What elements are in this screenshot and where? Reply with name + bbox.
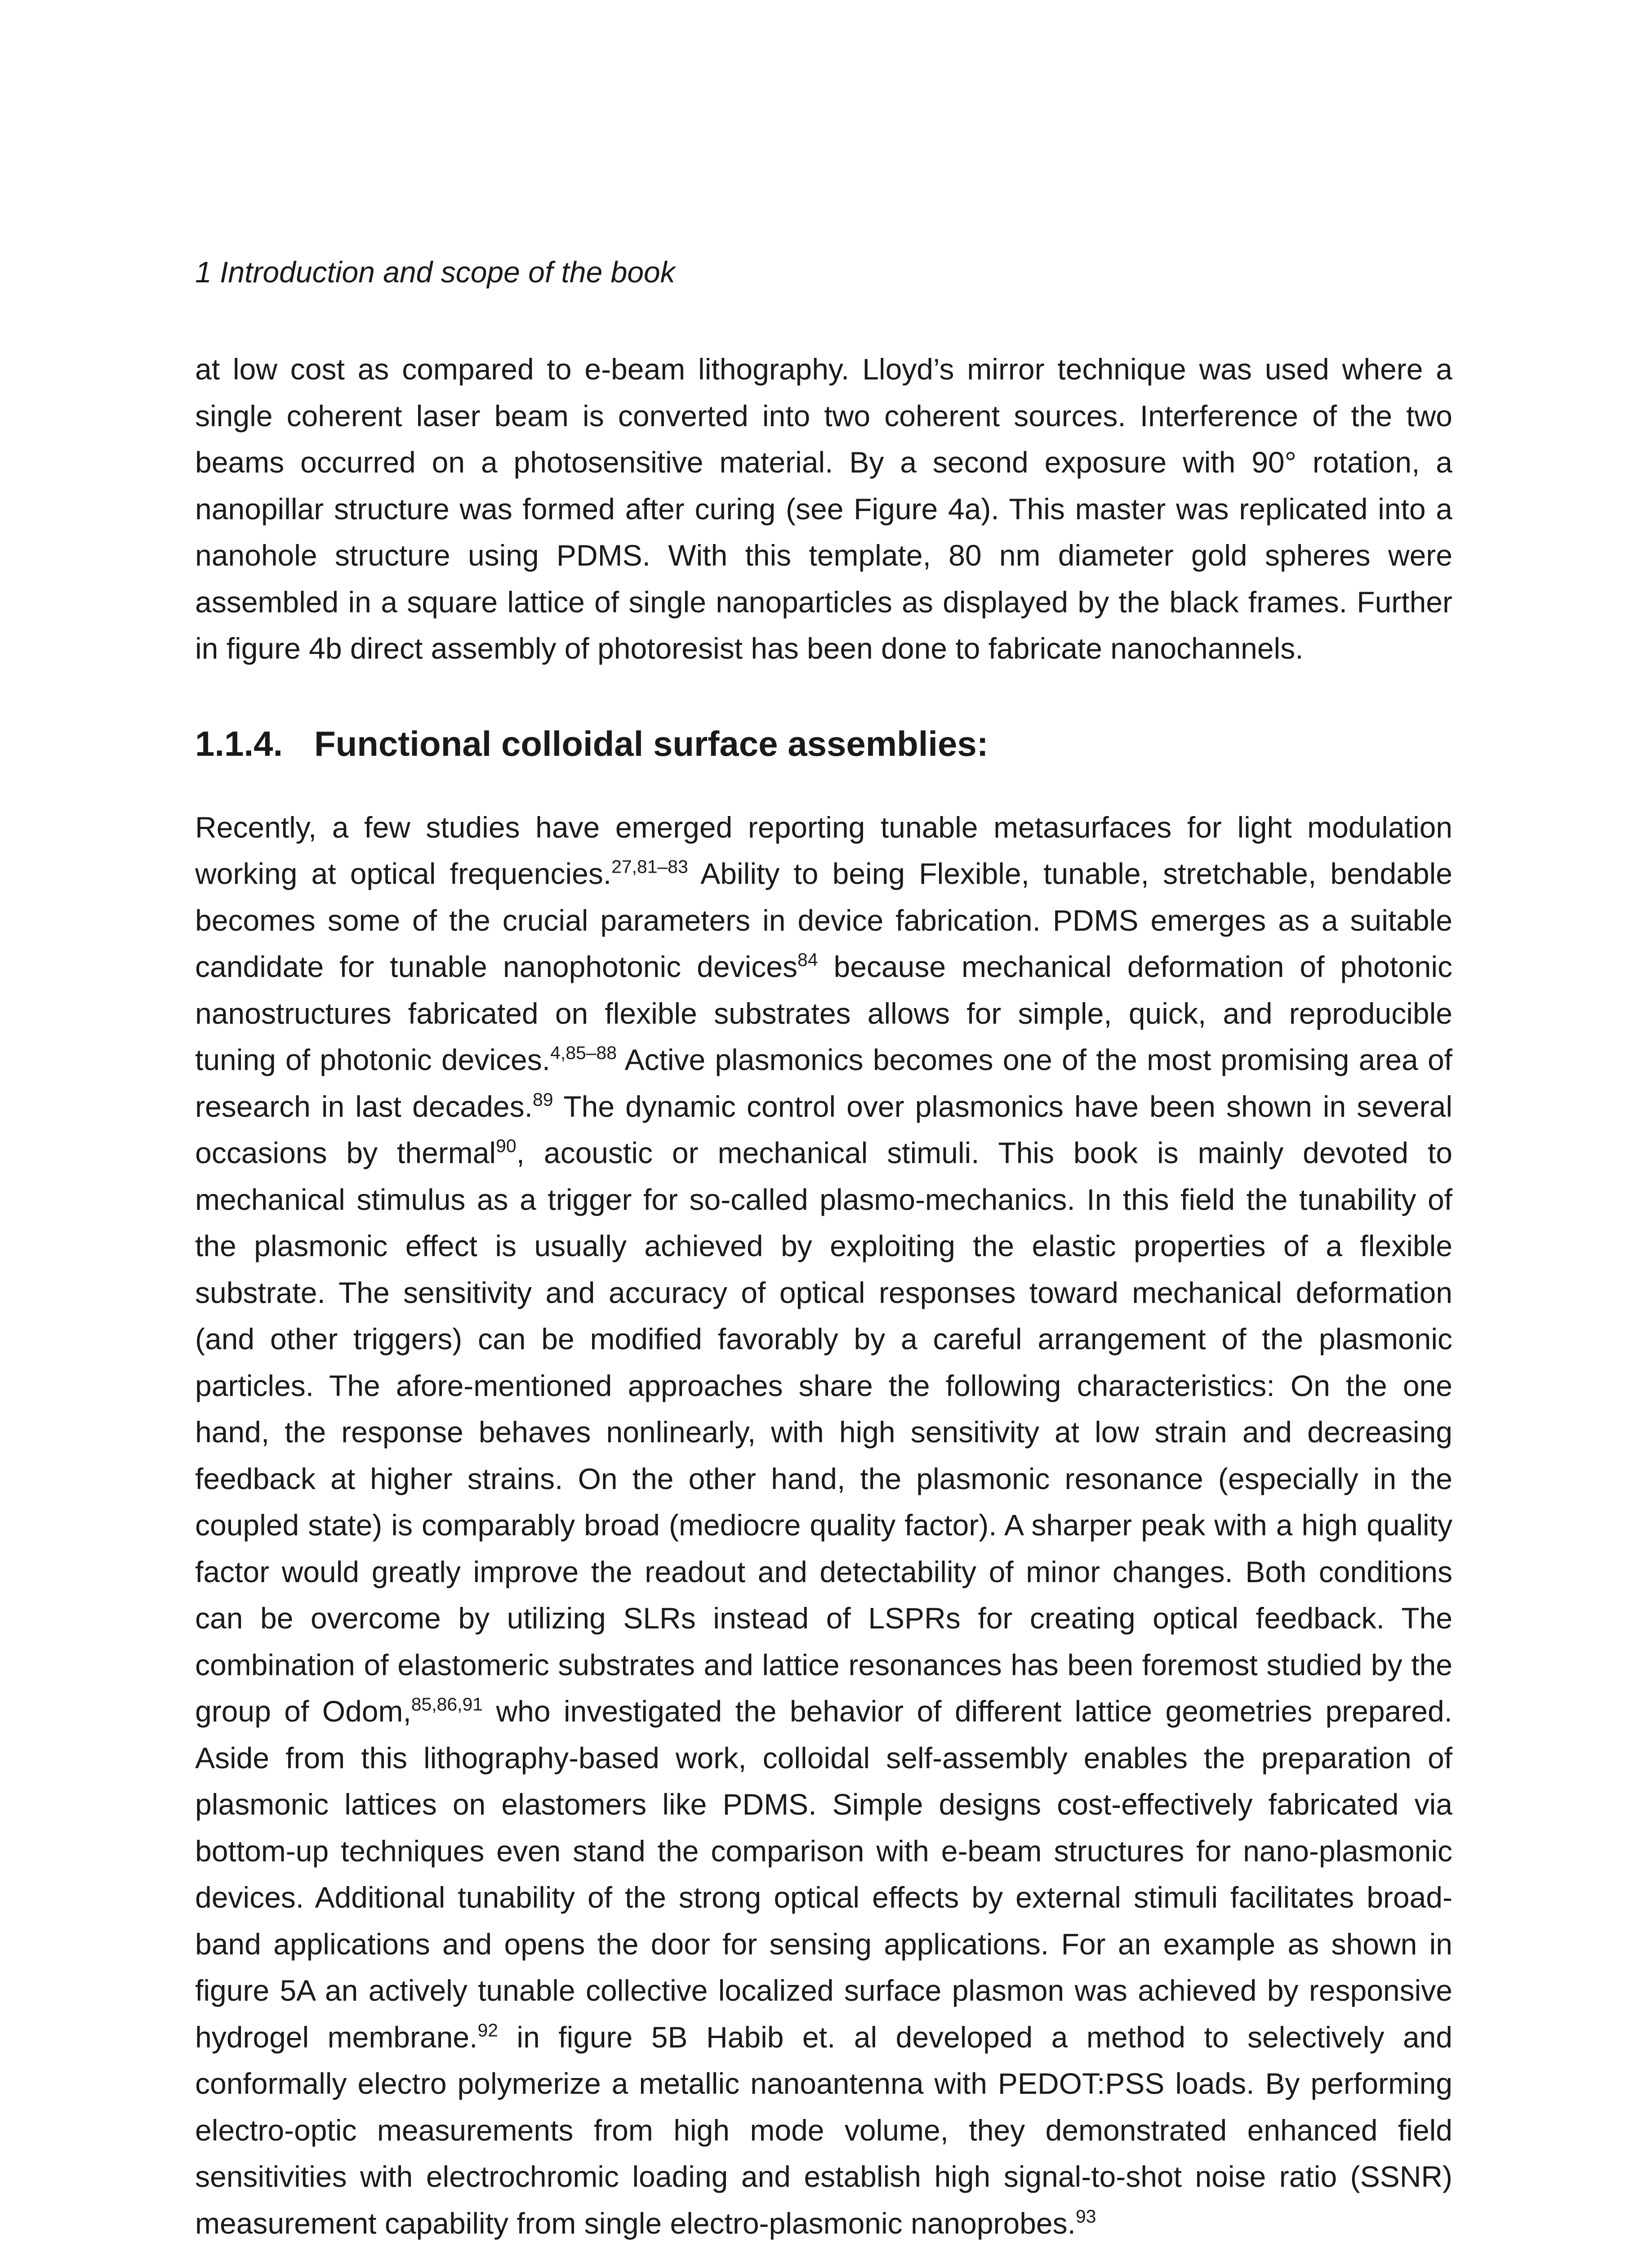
citation-ref: 93 [1075,2205,1096,2226]
text-run: Ability to being Flexible, tunable, stretchable, bendable becomes some of the crucial parameters in device fabrication. PDMS emerges as a suitable candidate for tunable nanophotonic devices [195,857,1453,983]
running-header: 1 Introduction and scope of the book [195,255,675,289]
citation-ref: 85,86,91 [411,1694,483,1715]
section-number: 1.1.4. [195,723,283,763]
citation-ref: 90 [496,1135,517,1156]
text-run: , acoustic or mechanical stimuli. This book is mainly devoted to mechanical stimulus as a trigger for so-called plasmo-mechanics. In this field the tunability of the plasmonic effect is usually achieved by exploiting the elastic properties of a flexible substrate. The sensitivity and accuracy of optical responses toward mechanical deformation (and other triggers) can be modified favorably by a careful arrangement of the plasmonic particles. The afore-mentioned approaches share the following characteristics: On the one hand, the response behaves nonlinearly, with high sensitivity at low strain and decreasing feedback at higher strains. On the other hand, the plasmonic resonance (especially in the coupled state) is comparably broad (mediocre quality factor). A sharper peak with a high quality factor would greatly improve the readout and detectability of minor changes. Both conditions can be overcome by utilizing SLRs instead of LSPRs for creating optical feedback. The combination of elastomeric substrates and lattice resonances has been foremost studied by the group of Odom, [195,1136,1452,1728]
text-run: The dynamic control over plasmonics have been shown in several occasions by thermal [195,1089,1452,1169]
section-title: Functional colloidal surface assemblies: [314,723,989,763]
citation-ref: 4,85–88 [550,1042,617,1063]
text-run: in figure 5B Habib et. al developed a method to selectively and conformally electro polymerize a metallic nanoantenna with PEDOT:PSS loads. By performing electro-optic measurements from high mode volume, they demonstrated enhanced field sensitivities with electrochromic loading and establish high signal-to-shot noise ratio (SSNR) measurement capability from single electro-plasmonic nanoprobes. [195,2020,1452,2240]
citation-ref: 89 [532,1088,553,1110]
citation-ref: 27,81–83 [611,856,688,877]
page-body [195,346,1452,2247]
text-run: Recently, a few studies have emerged reporting tunable metasurfaces for light modulation working at optical frequencies. [195,810,1452,890]
text-run: who investigated the behavior of different lattice geometries prepared. Aside from this lithography-based work, colloidal self-assembly enables the preparation of plasmonic lattices on elastomers like PDMS. Simple designs cost-effectively fabricated via bottom-up techniques even stand the comparison with e-beam structures for nano-plasmonic devices. Additional tunability of the strong optical effects by external stimuli facilitates broad-band applications and opens the door for sensing applications. For an example as shown in figure 5A an actively tunable collective localized surface plasmon was achieved by responsive hydrogel membrane. [195,1695,1452,2054]
text-run: because mechanical deformation of photonic nanostructures fabricated on flexible substrates allows for simple, quick, and reproducible tuning of photonic devices. [195,950,1452,1076]
section-heading [195,719,1452,768]
body-paragraph-2 [195,804,1452,2247]
body-paragraph-1: at low cost as compared to e-beam lithography. Lloyd’s mirror technique was used where a single coherent laser beam is converted into two coherent sources. Interference of the two beams occurred on a photosensitive material. By a second exposure with 90° rotation, a nanopillar structure was formed after curing (see Figure 4a). This master was replicated into a nanohole structure using PDMS. With this template, 80 nm diameter gold spheres were assembled in a square lattice of single nanoparticles as displayed by the black frames. Further in figure 4b direct assembly of photoresist has been done to fabricate nanochannels. [195,352,1452,665]
text-run: Active plasmonics becomes one of the most promising area of research in last decades. [195,1043,1452,1123]
citation-ref: 92 [477,2019,498,2040]
citation-ref: 84 [797,949,818,970]
